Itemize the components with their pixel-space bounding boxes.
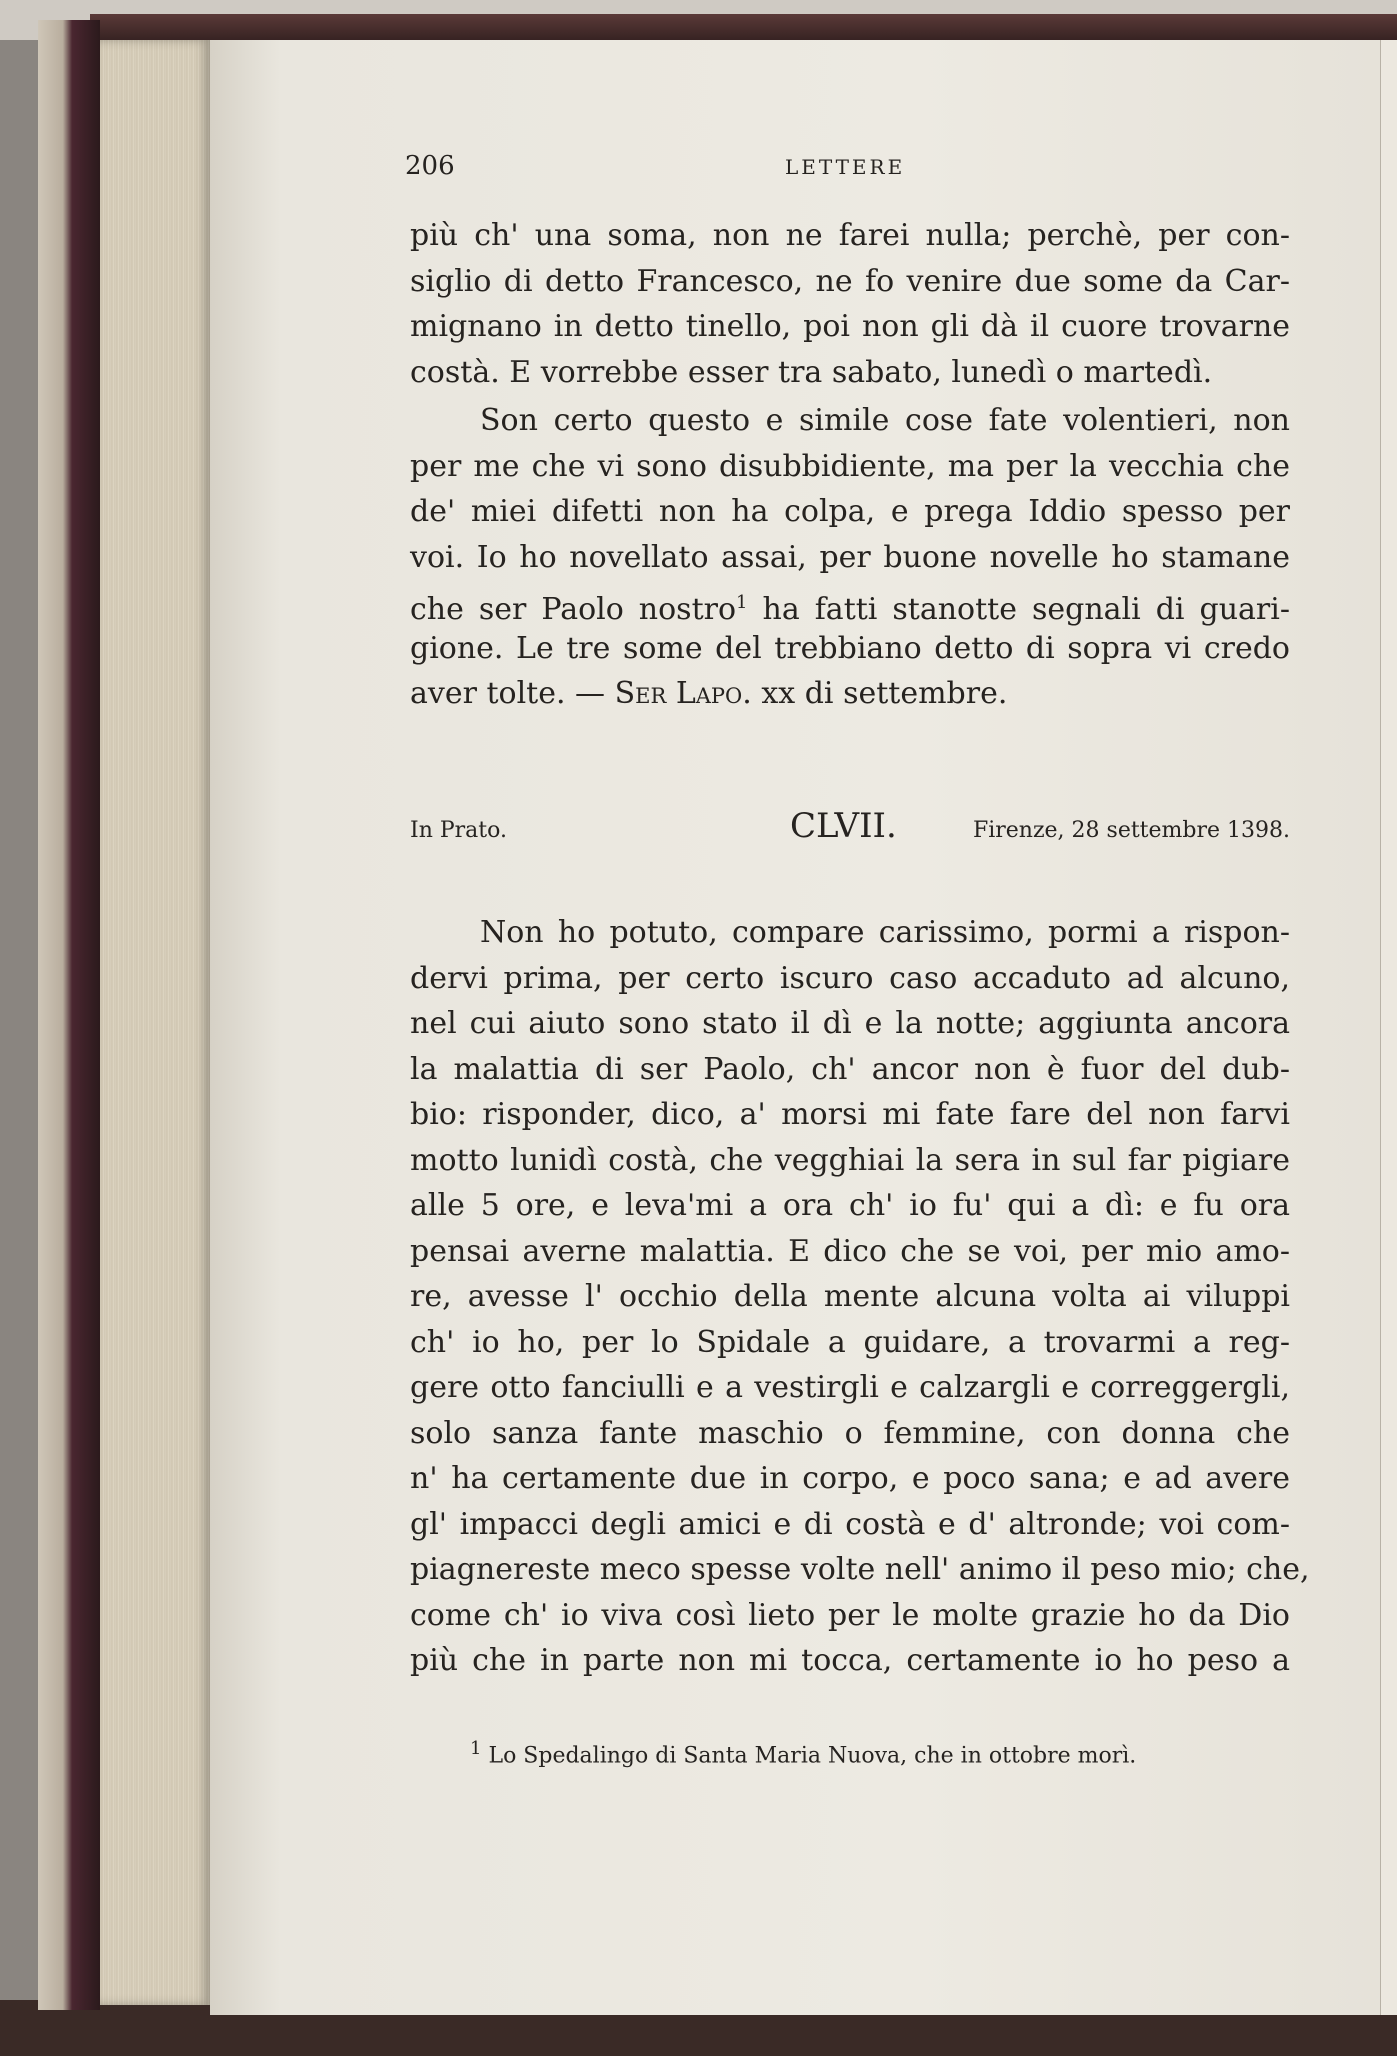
text-line: siglio di detto Francesco, ne fo venire due some da Car- (410, 263, 1290, 299)
book-cover-spine (38, 20, 100, 2010)
paragraph-continuation (410, 213, 1290, 395)
letter-number: CLVII. (790, 806, 897, 846)
text-line: dervi prima, per certo iscuro caso accaduto ad alcuno, (410, 960, 1290, 996)
text-line: ch' io ho, per lo Spidale a guidare, a trovarmi a reg- (410, 1324, 1290, 1360)
line-part: aver tolte. — (410, 676, 606, 711)
footnote-marker: 1 (736, 592, 748, 613)
text-line: mignano in detto tinello, poi non gli dà il cuore trovarne (410, 309, 1290, 344)
page-header (405, 151, 1290, 191)
text-line: voi. Io ho novellato assai, per buone novelle ho stamane (410, 539, 1290, 575)
text-line: Son certo questo e simile cose fate volentieri, non (480, 403, 1290, 438)
page-number: 206 (405, 151, 455, 181)
text-line: gl' impacci degli amici e di costà e d' altronde; voi com- (410, 1506, 1290, 1542)
signature: Ser Lapo (614, 676, 743, 711)
text-line: bio: risponder, dico, a' morsi mi fate fare del non farvi (410, 1097, 1290, 1132)
text-line: Non ho potuto, compare carissimo, pormi a rispon- (480, 915, 1290, 950)
text-line: la malattia di ser Paolo, ch' ancor non è fuor del dub- (410, 1051, 1290, 1087)
footnote (470, 1738, 1260, 1768)
running-title: LETTERE (785, 155, 906, 179)
text-line: gione. Le tre some del trebbiano detto di sopra vi credo (410, 630, 1290, 666)
page-edges (100, 40, 210, 2005)
text-line: nel cui aiuto sono stato il dì e la notte; aggiunta ancora (410, 1006, 1290, 1041)
letter-destination: In Prato. (410, 818, 507, 843)
text-line: costà. E vorrebbe esser tra sabato, lunedì o martedì. (410, 354, 1213, 390)
facing-page-edge (1380, 40, 1397, 2015)
text-line (410, 580, 1290, 626)
text-line: per me che vi sono disubbidiente, ma per la vecchia che (410, 448, 1290, 484)
letter-date: Firenze, 28 settembre 1398. (972, 818, 1290, 843)
text-line: alle 5 ore, e leva'mi a ora ch' io fu' qui a dì: e fu ora (410, 1188, 1290, 1223)
paragraph-closing (410, 398, 1290, 717)
letter-heading (410, 806, 1290, 852)
text-line: n' ha certamente due in corpo, e poco sana; e ad avere (410, 1461, 1290, 1496)
text-line: motto lunidì costà, che vegghiai la sera in sul far pigiare (410, 1142, 1290, 1178)
line-part: ha fatti stanotte segnali di guari- (762, 592, 1291, 627)
line-part: che ser Paolo nostro (410, 592, 737, 627)
text-line: più ch' una soma, non ne farei nulla; perchè, per con- (410, 218, 1290, 253)
line-part: . xx di settembre. (742, 676, 1008, 711)
text-line: re, avesse l' occhio della mente alcuna volta ai viluppi (410, 1279, 1290, 1314)
text-line: piagnereste meco spesse volte nell' animo il peso mio; che, (410, 1552, 1310, 1587)
letter-body (410, 910, 1310, 1684)
footnote-text: Lo Spedalingo di Santa Maria Nuova, che in ottobre morì. (488, 1743, 1137, 1769)
text-line: de' miei difetti non ha colpa, e prega Iddio spesso per (410, 494, 1290, 529)
text-line (410, 671, 1290, 717)
text-line: solo sanza fante maschio o femmine, con donna che (410, 1415, 1290, 1451)
text-line: gere otto fanciulli e a vestirgli e calzargli e correggergli, (410, 1370, 1290, 1405)
text-line: come ch' io viva così lieto per le molte grazie ho da Dio (410, 1597, 1290, 1633)
footnote-number: 1 (470, 1738, 482, 1759)
text-line: più che in parte non mi tocca, certamente io ho peso a (410, 1643, 1290, 1678)
text-line: pensai averne malattia. E dico che se voi, per mio amo- (410, 1233, 1290, 1269)
